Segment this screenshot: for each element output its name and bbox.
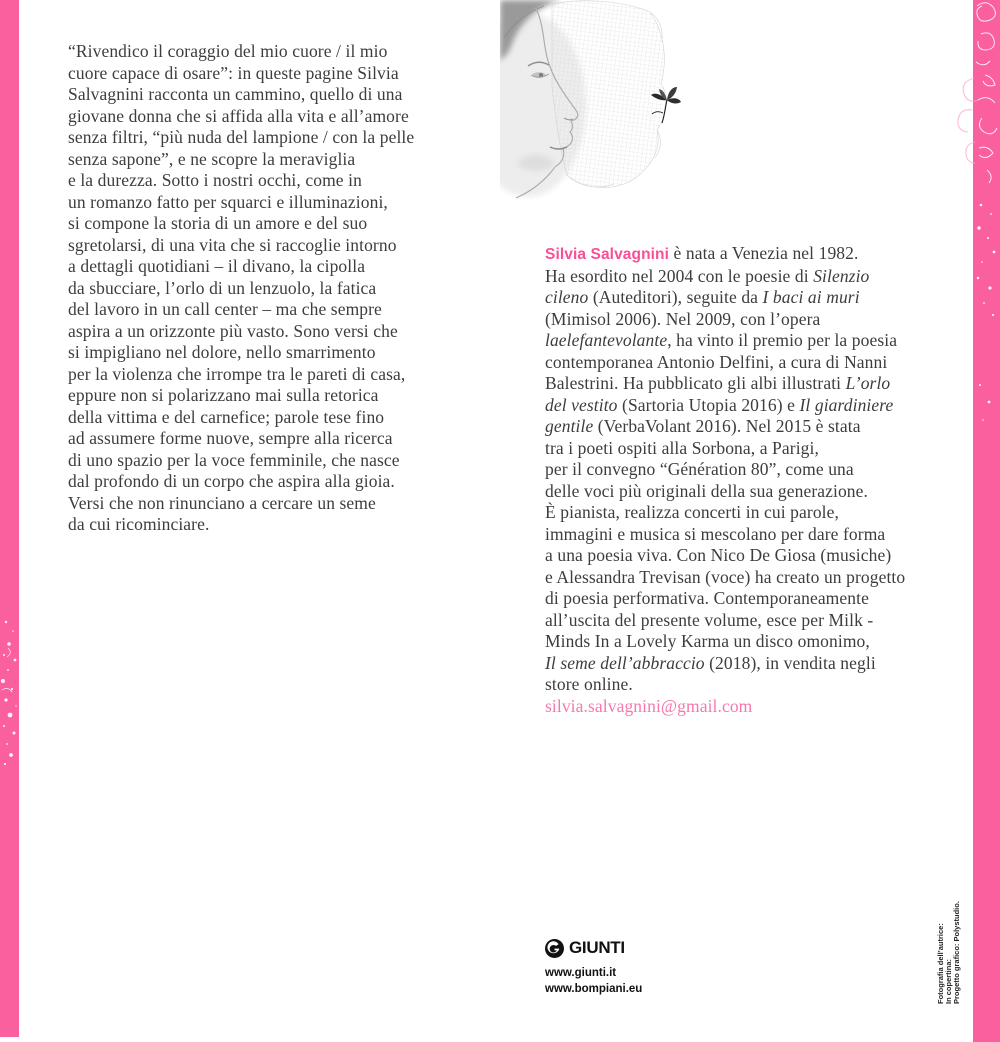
text-line: sgretolarsi, di una vita che si raccoglie intorno bbox=[68, 234, 397, 255]
text-line: da sbucciare, l’orlo di un lenzuolo, la fatica bbox=[68, 277, 377, 298]
text-line: cuore capace di osare”: in queste pagine Silvia bbox=[68, 62, 399, 83]
text-line: Salvagnini racconta un cammino, quello di una bbox=[68, 84, 403, 104]
publisher-name: GIUNTI bbox=[569, 938, 625, 957]
website-giunti: www.giunti.it bbox=[545, 967, 617, 979]
text-line: a una poesia viva. Con Nico De Giosa (musiche) bbox=[545, 545, 892, 565]
text-line: tra i poeti ospiti alla Sorbona, a Parigi, bbox=[545, 437, 819, 458]
publisher-logo bbox=[545, 938, 625, 958]
text-line: senza filtri, “più nuda del lampione / con la pelle bbox=[68, 127, 415, 147]
portrait-photo bbox=[500, 0, 700, 215]
text-line: a dettagli quotidiani – il divano, la cipolla bbox=[68, 256, 366, 276]
left-pink-band bbox=[0, 0, 19, 1037]
text-line: (Mimisol 2006). Nel 2009, con l’opera bbox=[545, 308, 821, 329]
text-line: immagini e musica si mescolano per dare forma bbox=[545, 523, 886, 544]
text-line: È pianista, realizza concerti in cui parole, bbox=[545, 502, 839, 522]
text-line: della vittima e del carnefice; parole tese fino bbox=[68, 406, 385, 427]
colophon-cover-credit: In copertina: bbox=[944, 958, 953, 1004]
text-line: Il seme dell’abbraccio (2018), in vendita negli bbox=[545, 652, 876, 673]
text-line: giovane donna che si affida alla vita e all’amore bbox=[68, 105, 409, 126]
text-line: store online. bbox=[545, 674, 633, 694]
text-line: cileno (Auteditori), seguite da I baci ai muri bbox=[545, 287, 860, 307]
text-line: un romanzo fatto per squarci e illuminazioni, bbox=[68, 191, 388, 212]
left-band-speckles-decoration bbox=[0, 0, 19, 1042]
colophon-design-credit: Progetto grafico: Polystudio. bbox=[952, 901, 961, 1004]
text-line: del lavoro in un call center – ma che sempre bbox=[68, 299, 382, 319]
text-line: senza sapone”, e ne scopre la meraviglia bbox=[68, 148, 356, 169]
text-line: per il convegno “Génération 80”, come una bbox=[545, 459, 854, 479]
text-line: all’uscita del presente volume, esce per Milk - bbox=[545, 609, 874, 630]
author-email: silvia.salvagnini@gmail.com bbox=[545, 695, 753, 716]
text-line: Balestrini. Ha pubblicato gli albi illustrati L’orlo bbox=[545, 373, 891, 393]
text-line: di poesia performativa. Contemporaneamente bbox=[545, 588, 869, 608]
publisher-websites bbox=[545, 966, 642, 997]
text-line: laelefantevolante, ha vinto il premio per la poesia bbox=[545, 330, 898, 350]
text-line: si impigliano nel dolore, nello smarrimento bbox=[68, 342, 376, 362]
text-line: delle voci più originali della sua generazione. bbox=[545, 480, 868, 501]
colophon-photo-credit: Fotografia dell’autrice: bbox=[936, 923, 945, 1004]
text-line: Versi che non rinunciano a cercare un seme bbox=[68, 492, 376, 513]
website-bompiani: www.bompiani.eu bbox=[545, 982, 643, 995]
text-line: e Alessandra Trevisan (voce) ha creato un progetto bbox=[545, 566, 906, 587]
text-line: aspira a un orizzonte più vasto. Sono versi che bbox=[68, 320, 398, 341]
author-bio-column bbox=[545, 243, 965, 717]
text-line: gentile (VerbaVolant 2016). Nel 2015 è stata bbox=[545, 416, 861, 436]
text-line: per la violenza che irrompe tra le pareti di casa, bbox=[68, 363, 406, 384]
text-line: Silvia Salvagnini è nata a Venezia nel 1982. bbox=[545, 243, 859, 263]
text-line: e la durezza. Sotto i nostri occhi, come in bbox=[68, 170, 362, 190]
text-line: ad assumere forme nuove, sempre alla ricerca bbox=[68, 428, 393, 448]
text-line: “Rivendico il coraggio del mio cuore / il mio bbox=[68, 41, 388, 61]
text-line: contemporanea Antonio Delfini, a cura di Nanni bbox=[545, 351, 888, 372]
colophon-credits bbox=[937, 894, 961, 1004]
blurb-text-column bbox=[68, 41, 468, 536]
text-line: di uno spazio per la voce femminile, che nasce bbox=[68, 449, 400, 470]
author-portrait-illustration bbox=[500, 0, 700, 215]
giunti-logo-icon bbox=[545, 939, 564, 958]
text-line: da cui ricominciare. bbox=[68, 514, 210, 534]
text-line: si compone la storia di un amore e del suo bbox=[68, 213, 368, 233]
pink-doodle-decoration bbox=[948, 70, 978, 180]
text-line: eppure non si polarizzano mai sulla retorica bbox=[68, 385, 379, 405]
text-line: del vestito (Sartoria Utopia 2016) e Il giardiniere bbox=[545, 394, 894, 415]
text-line: Minds In a Lovely Karma un disco omonimo, bbox=[545, 631, 870, 651]
text-line: dal profondo di un corpo che aspira alla gioia. bbox=[68, 471, 395, 491]
bio-text bbox=[545, 243, 965, 696]
text-line: Ha esordito nel 2004 con le poesie di Silenzio bbox=[545, 265, 870, 286]
